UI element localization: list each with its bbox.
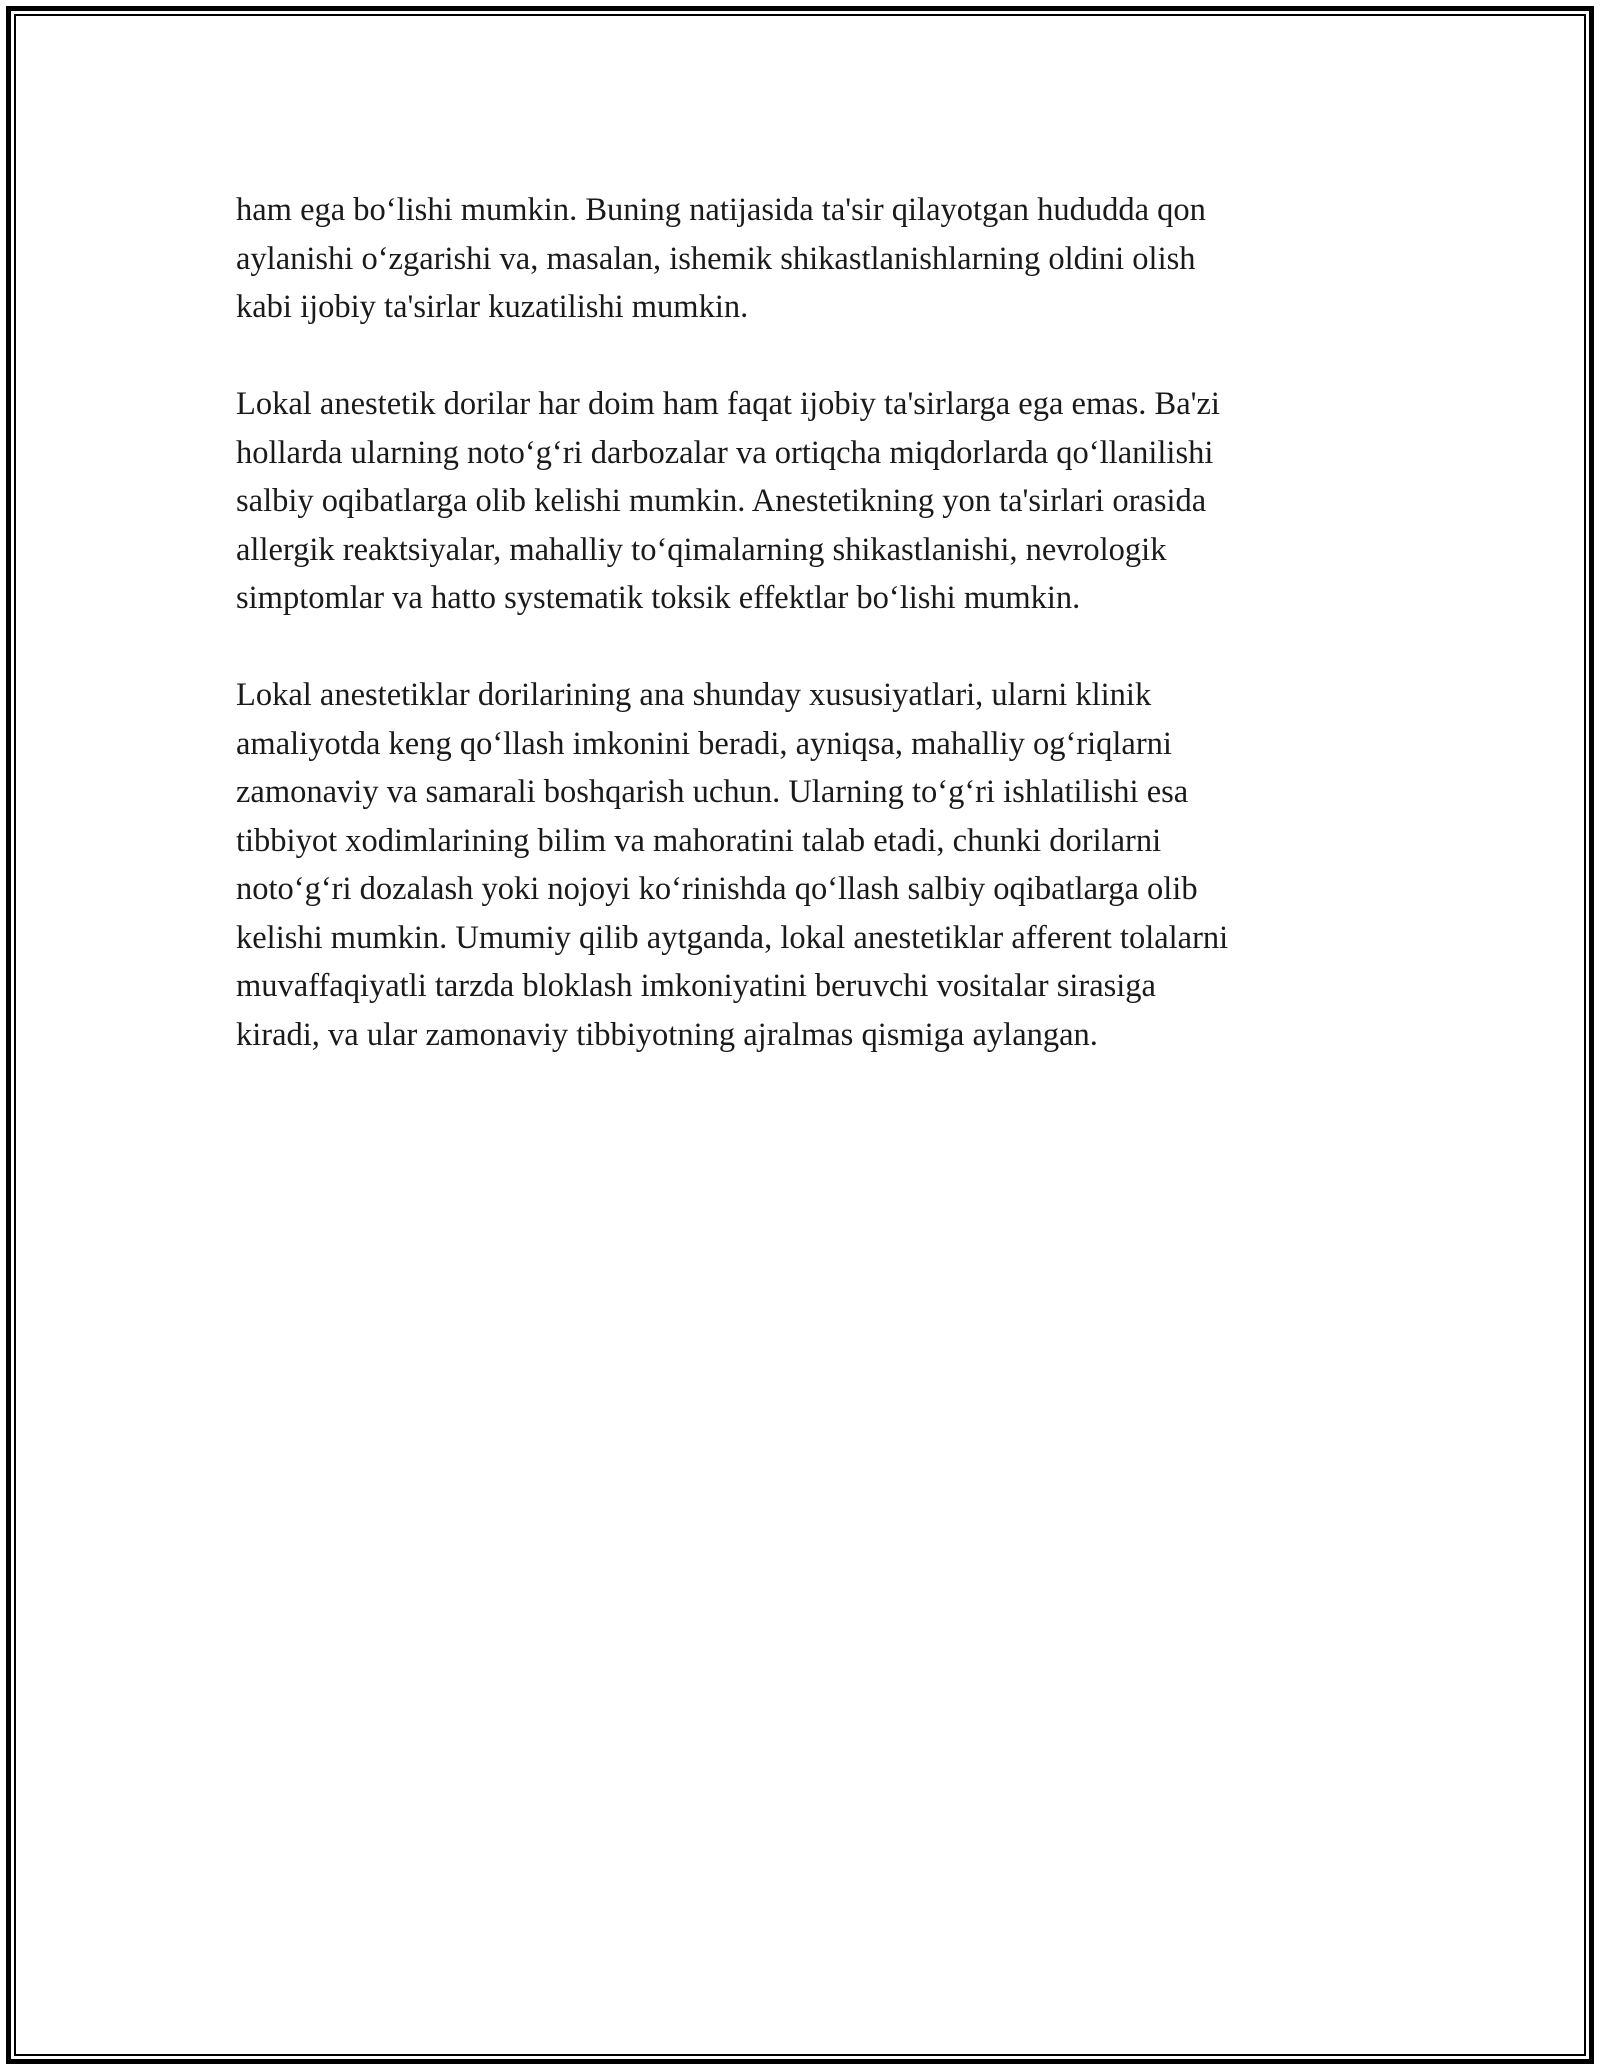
- paragraph-2: [236, 380, 1366, 623]
- paragraph-2-line-3: salbiy oqibatlarga olib kelishi mumkin. Anestetikning yon ta'sirlari orasida: [236, 483, 1207, 519]
- paragraph-2-line-2: hollarda ularning noto‘g‘ri darbozalar va ortiqcha miqdorlarda qo‘llanilishi: [236, 434, 1214, 471]
- paragraph-3-line-7: muvaffaqiyatli tarzda bloklash imkoniyatini beruvchi vositalar sirasiga: [236, 968, 1156, 1004]
- paragraph-2-line-5: simptomlar va hatto systematik toksik effektlar bo‘lishi mumkin.: [236, 580, 1081, 616]
- paragraph-3: [236, 671, 1366, 1059]
- paragraph-3-line-2: amaliyotda keng qo‘llash imkonini beradi, ayniqsa, mahalliy og‘riqlarni: [236, 725, 1172, 762]
- paragraph-2-line-4: allergik reaktsiyalar, mahalliy to‘qimalarning shikastlanishi, nevrologik: [236, 531, 1167, 568]
- paragraph-3-line-8: kiradi, va ular zamonaviy tibbiyotning ajralmas qismiga aylangan.: [236, 1016, 1098, 1053]
- paragraph-1-line-2: aylanishi o‘zgarishi va, masalan, ishemik shikastlanishlarning oldini olish: [236, 240, 1196, 277]
- paragraph-1-line-1: ham ega bo‘lishi mumkin. Buning natijasida ta'sir qilayotgan hududda qon: [236, 192, 1206, 228]
- paragraph-1: [236, 186, 1366, 332]
- document-body: [236, 186, 1366, 1108]
- paragraph-3-line-1: Lokal anestetiklar dorilarining ana shunday xususiyatlari, ularni klinik: [236, 677, 1152, 713]
- paragraph-3-line-4: tibbiyot xodimlarining bilim va mahoratini talab etadi, chunki dorilarni: [236, 822, 1162, 859]
- paragraph-1-line-3: kabi ijobiy ta'sirlar kuzatilishi mumkin.: [236, 289, 749, 325]
- paragraph-2-line-1: Lokal anestetik dorilar har doim ham faqat ijobiy ta'sirlarga ega emas. Ba'zi: [236, 386, 1220, 422]
- paragraph-3-line-5: noto‘g‘ri dozalash yoki nojoyi ko‘rinishda qo‘llash salbiy oqibatlarga olib: [236, 871, 1198, 907]
- paragraph-3-line-6: kelishi mumkin. Umumiy qilib aytganda, lokal anestetiklar afferent tolalarni: [236, 919, 1229, 956]
- paragraph-3-line-3: zamonaviy va samarali boshqarish uchun. Ularning to‘g‘ri ishlatilishi esa: [236, 774, 1189, 810]
